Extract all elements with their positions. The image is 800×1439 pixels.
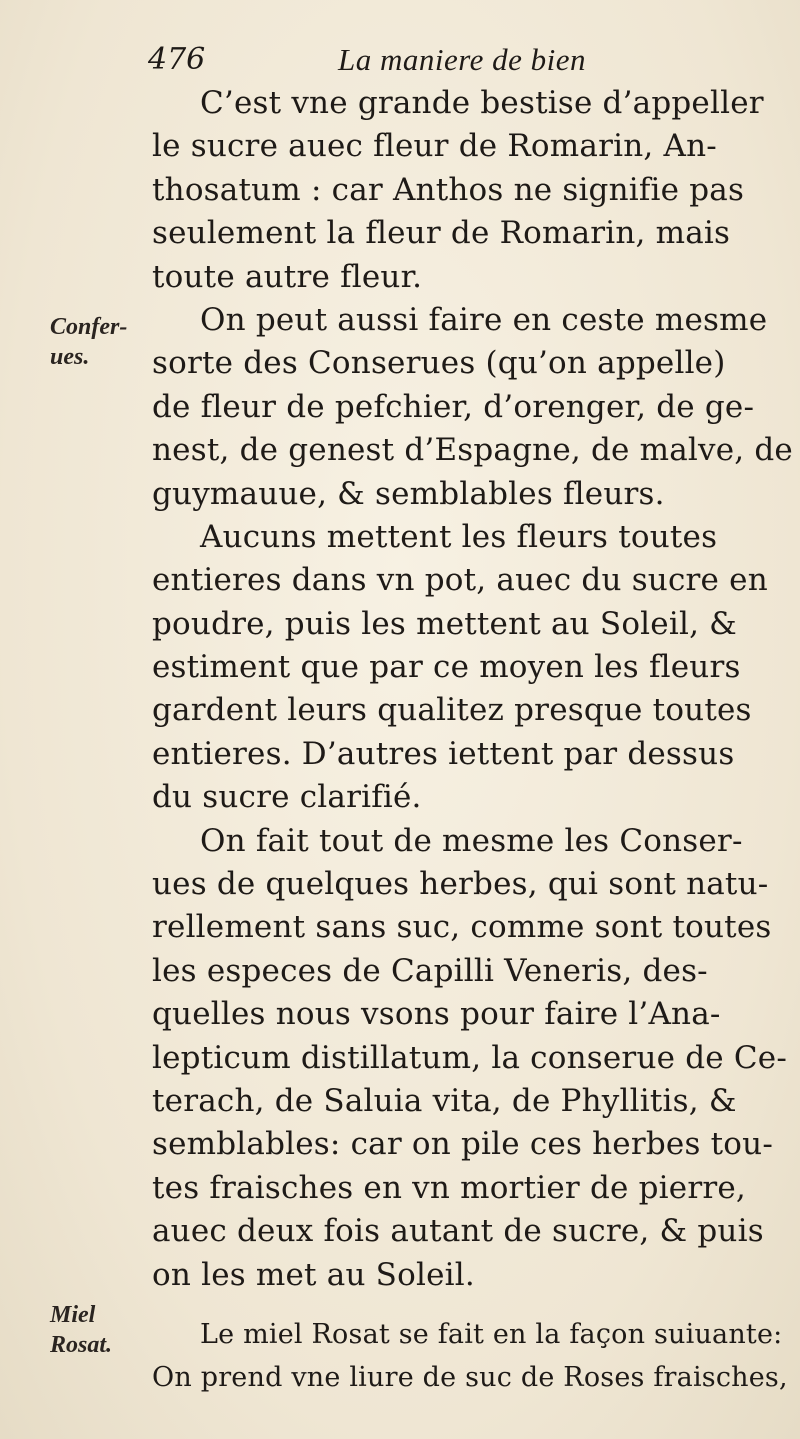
- text-line: rellement sans suc, comme sont toutes: [152, 909, 772, 946]
- margin-note-line: Rosat.: [50, 1332, 113, 1358]
- margin-note-line: ues.: [50, 344, 90, 370]
- text-line: ues de quelques herbes, qui sont natu-: [152, 866, 769, 903]
- margin-note-miel-rosat: [50, 1300, 112, 1360]
- text-line: sorte des Conserues (qu’on appelle): [152, 345, 726, 382]
- text-line: nest, de genest d’Espagne, de malve, de: [152, 432, 793, 469]
- text-line: On peut aussi faire en ceste mesme: [200, 301, 768, 338]
- text-line: guymauue, & semblables fleurs.: [152, 475, 665, 512]
- running-head: La maniere de bien: [338, 42, 587, 77]
- text-line: Aucuns mettent les fleurs toutes: [200, 518, 718, 555]
- text-line: Le miel Rosat se fait en la façon suiuante:: [200, 1318, 783, 1350]
- text-line: lepticum distillatum, la conserue de Ce-: [152, 1039, 787, 1076]
- text-line: toute autre fleur.: [152, 258, 423, 295]
- margin-note-conserves: [50, 312, 127, 372]
- text-line: semblables: car on pile ces herbes tou-: [152, 1126, 773, 1163]
- text-line: de fleur de pefchier, d’orenger, de ge-: [152, 388, 755, 425]
- text-line: estiment que par ce moyen les fleurs: [152, 649, 741, 686]
- text-line: quelles nous vsons pour faire l’Ana-: [152, 996, 721, 1033]
- text-line: poudre, puis les mettent au Soleil, &: [152, 605, 737, 642]
- text-line: tes fraisches en vn mortier de pierre,: [152, 1169, 746, 1206]
- margin-note-line: Confer-: [50, 314, 128, 340]
- body-text: [152, 82, 792, 1400]
- text-line: le sucre auec fleur de Romarin, An-: [152, 128, 717, 165]
- text-line: entieres. D’autres iettent par dessus: [152, 735, 735, 772]
- text-line: on les met au Soleil.: [152, 1256, 475, 1293]
- text-line: les especes de Capilli Veneris, des-: [152, 952, 708, 989]
- text-line: C’est vne grande bestise d’appeller: [200, 85, 764, 121]
- text-line: On fait tout de mesme les Conser-: [200, 822, 743, 859]
- text-line: gardent leurs qualitez presque toutes: [152, 692, 752, 729]
- text-line: du sucre clarifié.: [152, 779, 422, 816]
- page-number: 476: [148, 42, 206, 77]
- text-line: auec deux fois autant de sucre, & puis: [152, 1213, 764, 1250]
- text-line: entieres dans vn pot, auec du sucre en: [152, 562, 768, 599]
- text-line: terach, de Saluia vita, de Phyllitis, &: [152, 1082, 737, 1119]
- text-line: On prend vne liure de suc de Roses fraisches,: [152, 1362, 788, 1394]
- text-line: seulement la fleur de Romarin, mais: [152, 215, 731, 252]
- text-line: thosatum : car Anthos ne signifie pas: [152, 171, 745, 208]
- margin-note-line: Miel: [50, 1302, 96, 1328]
